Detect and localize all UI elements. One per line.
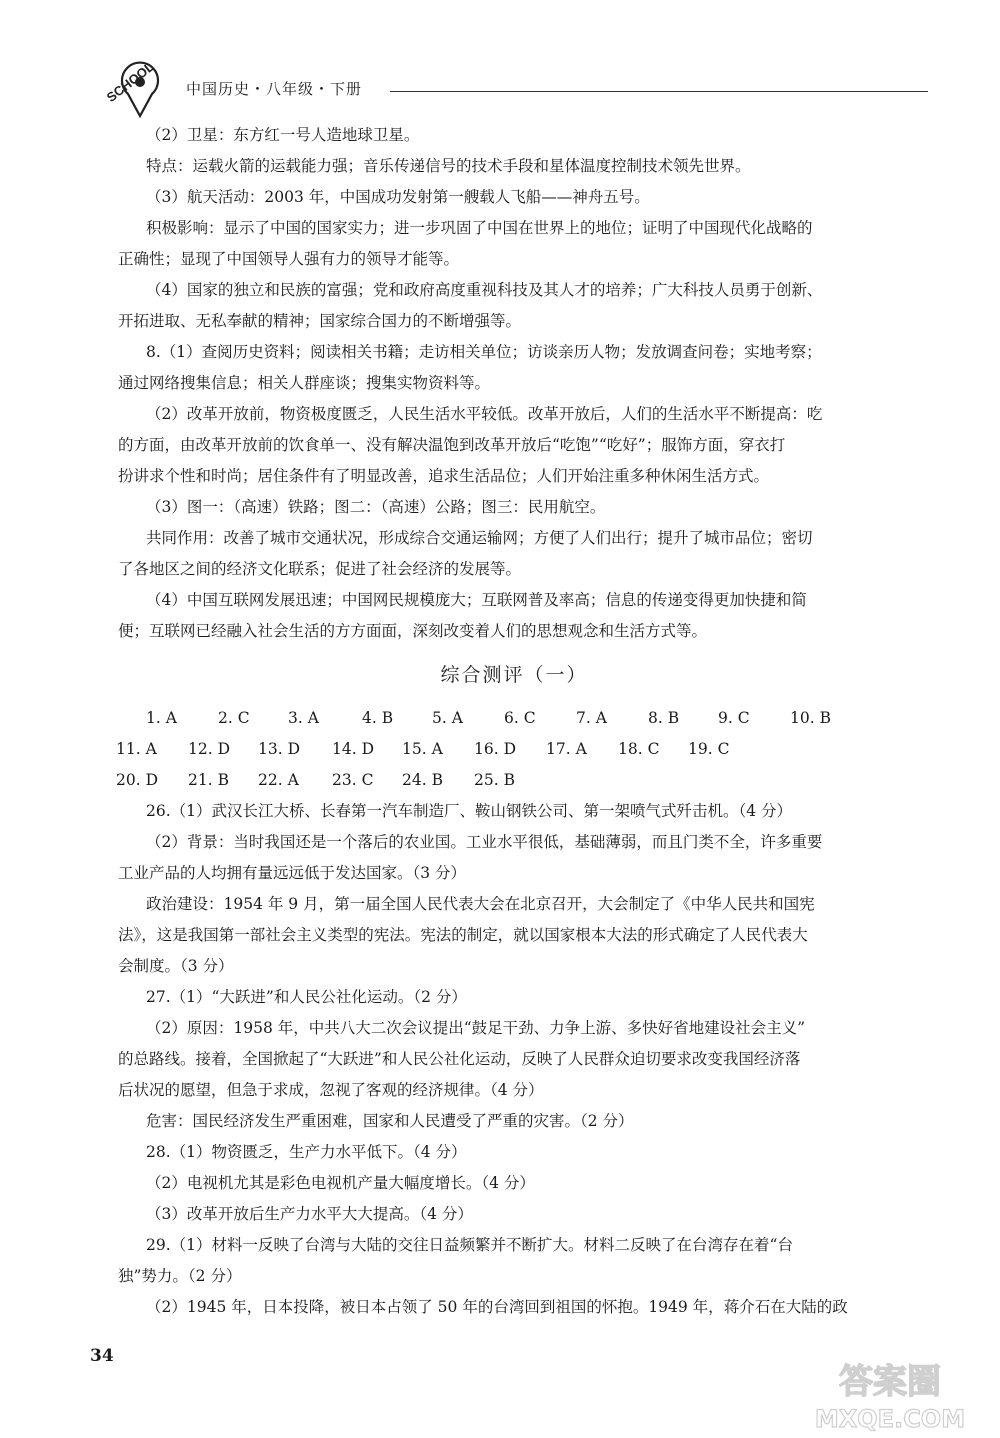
answer-content bbox=[118, 120, 910, 1323]
mc-answer: 17. A bbox=[546, 740, 587, 758]
text-line: 工业产品的人均拥有量远远低于发达国家。（3 分） bbox=[118, 864, 467, 882]
mc-answer-row bbox=[118, 765, 910, 796]
mc-answer: 21. B bbox=[188, 771, 229, 789]
text-line: 特点：运载火箭的运载能力强；音乐传递信号的技术手段和星体温度控制技术领先世界。 bbox=[146, 157, 751, 175]
mc-answer: 7. A bbox=[576, 709, 607, 727]
header-rule bbox=[390, 91, 928, 92]
mc-answer: 19. C bbox=[688, 740, 730, 758]
mc-answer: 18. C bbox=[618, 740, 660, 758]
text-line: （2）电视机尤其是彩色电视机产量大幅度增长。（4 分） bbox=[146, 1174, 535, 1192]
watermark-url: MXQE.COM bbox=[814, 1405, 966, 1433]
mc-answer: 22. A bbox=[258, 771, 299, 789]
text-line: 扮讲求个性和时尚；居住条件有了明显改善，追求生活品位；人们开始注重多种休闲生活方式。 bbox=[118, 467, 770, 485]
text-line: （2）原因：1958 年，中共八大二次会议提出“鼓足干劲、力争上游、多快好省地建设社会主义” bbox=[146, 1019, 806, 1037]
mc-answer: 9. C bbox=[718, 709, 750, 727]
mc-answer: 23. C bbox=[332, 771, 374, 789]
mc-answer: 2. C bbox=[218, 709, 250, 727]
mc-answer: 10. B bbox=[790, 709, 831, 727]
page-number: 34 bbox=[90, 1346, 114, 1366]
text-line: 26.（1）武汉长江大桥、长春第一汽车制造厂、鞍山钢铁公司、第一架喷气式歼击机。（4 分） bbox=[146, 802, 793, 820]
text-line: 27.（1）“大跃进”和人民公社化运动。（2 分） bbox=[146, 988, 467, 1006]
mc-answer: 25. B bbox=[474, 771, 515, 789]
text-line: （2）卫星：东方红一号人造地球卫星。 bbox=[146, 126, 420, 144]
text-line: 的方面，由改革开放前的饮食单一、没有解决温饱到改革开放后“吃饱”“吃好”；服饰方面，穿衣打 bbox=[118, 436, 786, 454]
mc-answer-row bbox=[118, 703, 910, 734]
watermark-logo bbox=[790, 1355, 990, 1435]
text-line: （3）图一：（高速）铁路；图二：（高速）公路；图三：民用航空。 bbox=[146, 498, 606, 516]
school-logo-icon bbox=[100, 58, 170, 118]
mc-answer: 24. B bbox=[402, 771, 443, 789]
mc-answer: 1. A bbox=[146, 709, 177, 727]
mc-answer: 11. A bbox=[116, 740, 157, 758]
text-line: 法》，这是我国第一部社会主义类型的宪法。宪法的制定，就以国家根本大法的形式确定了人民代表大 bbox=[118, 926, 808, 944]
mc-answer: 20. D bbox=[116, 771, 159, 789]
text-line: 开拓进取、无私奉献的精神；国家综合国力的不断增强等。 bbox=[118, 312, 522, 330]
text-line: （4）国家的独立和民族的富强；党和政府高度重视科技及其人才的培养；广大科技人员勇于创新、 bbox=[146, 281, 823, 299]
mc-answer-row bbox=[118, 734, 910, 765]
text-line: 的总路线。接着，全国掀起了“大跃进”和人民公社化运动，反映了人民群众迫切要求改变我国经济落 bbox=[118, 1050, 801, 1068]
mc-answer: 5. A bbox=[432, 709, 463, 727]
text-line: 后状况的愿望，但急于求成，忽视了客观的经济规律。（4 分） bbox=[118, 1081, 544, 1099]
text-line: 了各地区之间的经济文化联系；促进了社会经济的发展等。 bbox=[118, 560, 522, 578]
logo-text: SCHOOL bbox=[103, 58, 157, 105]
mc-answer: 4. B bbox=[362, 709, 394, 727]
text-line: 正确性；显现了中国领导人强有力的领导才能等。 bbox=[118, 250, 460, 268]
text-line: （2）改革开放前，物资极度匮乏，人民生活水平较低。改革开放后，人们的生活水平不断提高：吃 bbox=[146, 405, 823, 423]
text-line: 危害：国民经济发生严重困难，国家和人民遭受了严重的灾害。（2 分） bbox=[146, 1112, 634, 1130]
mc-answer: 8. B bbox=[648, 709, 680, 727]
text-line: 通过网络搜集信息；相关人群座谈；搜集实物资料等。 bbox=[118, 374, 491, 392]
text-line: （3）改革开放后生产力水平大大提高。（4 分） bbox=[146, 1205, 473, 1223]
text-line: 会制度。（3 分） bbox=[118, 957, 234, 975]
text-line: 独”势力。（2 分） bbox=[118, 1267, 242, 1285]
multiple-choice-answers bbox=[118, 703, 910, 796]
mc-answer: 15. A bbox=[402, 740, 443, 758]
text-line: （2）背景：当时我国还是一个落后的农业国。工业水平很低，基础薄弱，而且门类不全，许多重要 bbox=[146, 833, 823, 851]
text-line: 29.（1）材料一反映了台湾与大陆的交往日益频繁并不断扩大。材料二反映了在台湾存在着“台 bbox=[146, 1236, 793, 1254]
answers-part-2 bbox=[118, 796, 910, 1323]
mc-answer: 3. A bbox=[288, 709, 319, 727]
text-line: 28.（1）物资匮乏，生产力水平低下。（4 分） bbox=[146, 1143, 467, 1161]
book-title: 中国历史・八年级・下册 bbox=[186, 80, 363, 98]
text-line: 共同作用：改善了城市交通状况，形成综合交通运输网；方便了人们出行；提升了城市品位；密切 bbox=[146, 529, 813, 547]
text-line: （2）1945 年，日本投降，被日本占领了 50 年的台湾回到祖国的怀抱。1949 年，蒋介石在大陆的政 bbox=[146, 1298, 848, 1316]
text-line: （4）中国互联网发展迅速；中国网民规模庞大；互联网普及率高；信息的传递变得更加快捷和简 bbox=[146, 591, 807, 609]
mc-answer: 6. C bbox=[504, 709, 536, 727]
mc-answer: 14. D bbox=[332, 740, 375, 758]
mc-answer: 12. D bbox=[188, 740, 231, 758]
mc-answer: 13. D bbox=[258, 740, 301, 758]
page-header bbox=[100, 58, 840, 118]
section-title: 综合测评（一） bbox=[440, 664, 588, 686]
mc-answer: 16. D bbox=[474, 740, 517, 758]
answers-part-1 bbox=[118, 120, 910, 647]
watermark-text: 答案圈 bbox=[839, 1362, 941, 1402]
text-line: （3）航天活动：2003 年，中国成功发射第一艘载人飞船——神舟五号。 bbox=[146, 188, 650, 206]
text-line: 便；互联网已经融入社会生活的方方面面，深刻改变着人们的思想观念和生活方式等。 bbox=[118, 622, 708, 640]
text-line: 政治建设：1954 年 9 月，第一届全国人民代表大会在北京召开，大会制定了《中华人民共和国宪 bbox=[146, 895, 815, 913]
text-line: 8.（1）查阅历史资料；阅读相关书籍；走访相关单位；访谈亲历人物；发放调查问卷；实地考察； bbox=[146, 343, 822, 361]
text-line: 积极影响：显示了中国的国家实力；进一步巩固了中国在世界上的地位；证明了中国现代化战略的 bbox=[146, 219, 813, 237]
